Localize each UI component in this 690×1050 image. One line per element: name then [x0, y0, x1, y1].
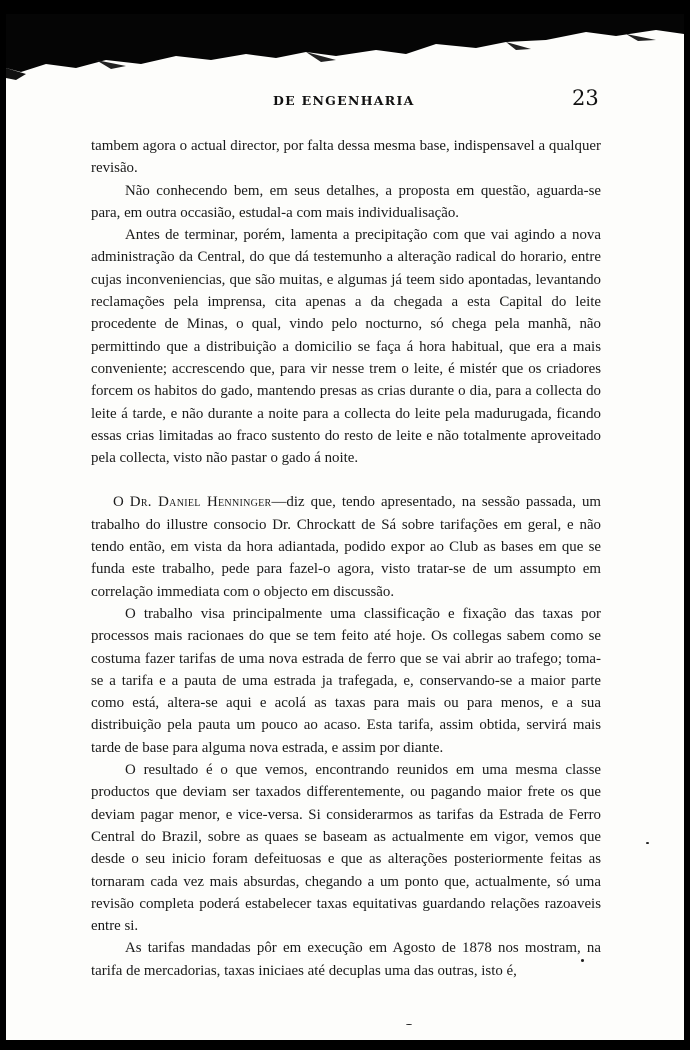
paragraph-3: Antes de terminar, porém, lamenta a precipitação com que vai agindo a nova administração da Central, do que dá testemunho a alteração radical do horario, entre cujas inconveniencias, que são muitas, e algumas já teem sido apontadas, levantando reclamações pela imprensa, cita apenas a da chegada a esta Capital do leite procedente de Minas, o qual, vindo pelo nocturno, só chega pela manhã, não permittindo que a distribuição a domicilio se faça á hora habitual, que era a mais conveniente; accrescendo que, para vir nesse trem o leite, é mistér que os criadores forcem os habitos do gado, mantendo presas as crias durante o dia, para a collecta do leite á tarde, e não durante a noite para a collecta do leite pela madurugada, ficando essas crias limitadas ao fraco sustento do resto de leite e não totalmente aproveitado pela collecta, visto não pastar o gado á noite. — [91, 227, 601, 467]
speaker-name: Dr. Daniel Henninger — [129, 494, 272, 511]
paragraph-4-text: —diz que, tendo apresentado, na sessão passada, um trabalho do illustre consocio Dr. Chrockatt de Sá sobre tarifações em geral, e não tendo então, em vista da hora adiantada, podido expor ao Club as bases em que se funda este trabalho, pede para fazel-o agora, visto tratar-se de um assumpto em correlação immediata com o objecto em discussão. — [91, 494, 601, 600]
paragraph-7: As tarifas mandadas pôr em execução em Agosto de 1878 nos mostram, na tarifa de mercadorias, taxas iniciaes até decuplas uma das outras, isto é, — [91, 940, 601, 979]
paragraph-2: Não conhecendo bem, em seus detalhes, a proposta em questão, aguarda-se para, em outra occasião, estudal-a com mais individualisação. — [91, 182, 601, 221]
paragraph-4-speaker-intro — [91, 491, 601, 602]
body-text — [91, 135, 601, 982]
scan-speck — [581, 959, 584, 962]
speaker-prefix: O — [113, 494, 130, 511]
paragraph-1-continuation: tambem agora o actual director, por falta dessa mesma base, indispensavel a qualquer revisão. — [91, 138, 601, 177]
running-header-title: DE ENGENHARIA — [273, 93, 415, 108]
page-number: 23 — [572, 86, 599, 110]
running-header — [6, 86, 684, 115]
scanned-page — [6, 14, 684, 1040]
torn-page-edge — [6, 14, 684, 84]
scan-speck — [646, 842, 649, 844]
paragraph-6: O resultado é o que vemos, encontrando reunidos em uma mesma classe productos que deviam ser taxados differentemente, ou pagando maior frete os que deviam pagar menor, e vice-versa. Si considerarmos as tarifas da Estrada de Ferro Central do Brazil, sobre as quaes se baseam as actualmente em vigor, vemos que desde o seu inicio foram defeituosas e que as alterações posteriormente feitas as tornaram cada vez mais absurdas, chegando a um ponto que, actualmente, só uma revisão completa poderá estabelecer taxas equitativas guardando relações razoaveis entre si. — [91, 762, 601, 935]
paragraph-5: O trabalho visa principalmente uma classificação e fixação das taxas por processos mais racionaes do que se tem feito até hoje. Os collegas sabem como se costuma fazer tarifas de uma nova estrada de ferro que se vai abrir ao trafego; toma-se a tarifa e a pauta de uma estrada ja trafegada, e, conservando-se a maior parte como está, altera-se aqui e acolá as taxas para mais ou para menos, e a sua distribuição pela pauta um pouco ao acaso. Esta tarifa, assim obtida, servirá mais tarde de base para alguma nova estrada, e assim por diante. — [91, 605, 601, 756]
scan-speck — [406, 1024, 412, 1025]
